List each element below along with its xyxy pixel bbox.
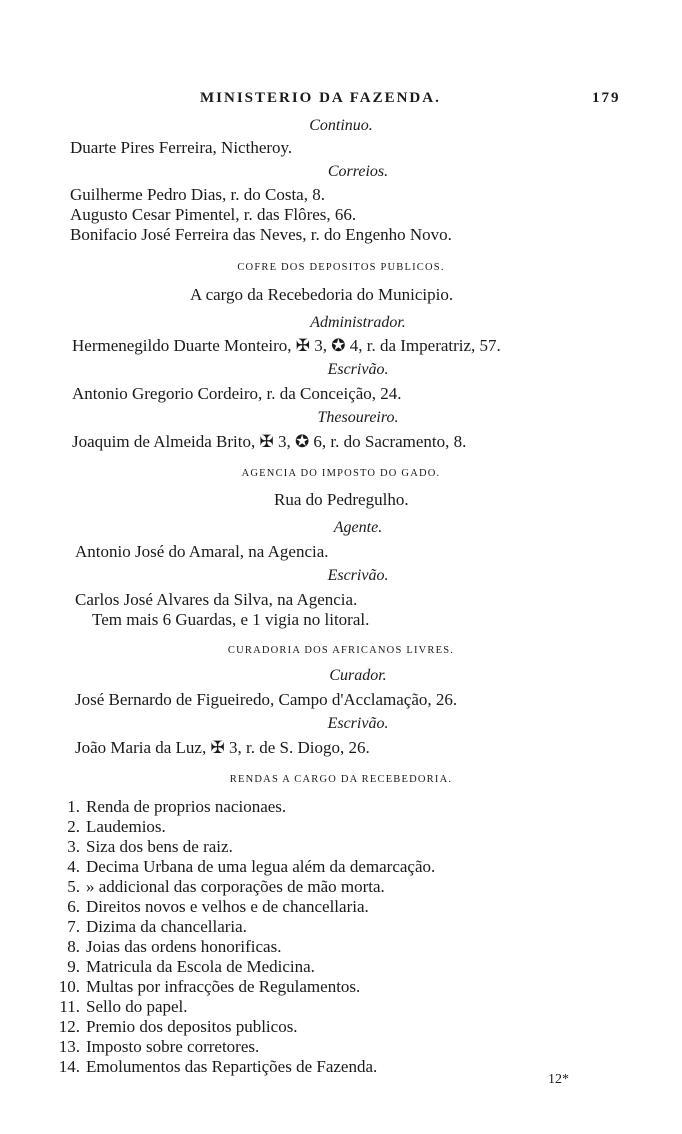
- continuo-name: Duarte Pires Ferreira, Nictheroy.: [70, 138, 293, 157]
- list-item: [46, 857, 435, 877]
- list-item: [46, 897, 369, 917]
- list-item: [46, 1057, 377, 1077]
- rendas-heading: RENDAS A CARGO DA RECEBEDORIA.: [229, 774, 453, 785]
- list-item-text: Renda de proprios nacionaes.: [86, 797, 287, 816]
- list-item-text: Emolumentos das Repartições de Fazenda.: [86, 1057, 378, 1076]
- list-item: [46, 817, 166, 837]
- list-item-number: 3.: [67, 837, 80, 856]
- thesoureiro-heading: Thesoureiro.: [317, 409, 399, 426]
- escrivao-heading: Escrivão.: [327, 567, 389, 584]
- list-item: [46, 797, 286, 817]
- list-item-text: » addicional das corporações de mão morta.: [86, 877, 385, 896]
- list-item-number: 13.: [58, 1037, 80, 1056]
- list-item-text: Joias das ordens honorificas.: [86, 937, 282, 956]
- list-item-text: Imposto sobre corretores.: [86, 1037, 260, 1056]
- escrivao-line: Carlos José Alvares da Silva, na Agencia.: [75, 590, 358, 609]
- escrivao-line: Antonio Gregorio Cordeiro, r. da Conceição, 24.: [72, 384, 402, 403]
- list-item-text: Matricula da Escola de Medicina.: [86, 957, 315, 976]
- guardas-line: Tem mais 6 Guardas, e 1 vigia no litoral.: [92, 610, 370, 629]
- correios-line: Guilherme Pedro Dias, r. do Costa, 8.: [70, 185, 325, 204]
- list-item: [46, 1037, 259, 1057]
- list-item-text: Siza dos bens de raiz.: [86, 837, 233, 856]
- agente-heading: Agente.: [333, 519, 383, 536]
- list-item: [46, 917, 247, 937]
- administrador-line: Hermenegildo Duarte Monteiro, ✠ 3, ✪ 4, r. da Imperatriz, 57.: [72, 336, 501, 355]
- list-item-number: 10.: [58, 977, 80, 996]
- signature-mark: 12*: [548, 1072, 569, 1087]
- list-item-number: 5.: [67, 877, 80, 896]
- cofre-heading: COFRE DOS DEPOSITOS PUBLICOS.: [237, 262, 445, 273]
- list-item-number: 2.: [67, 817, 80, 836]
- correios-line: Augusto Cesar Pimentel, r. das Flôres, 66.: [70, 205, 357, 224]
- thesoureiro-line: Joaquim de Almeida Brito, ✠ 3, ✪ 6, r. do Sacramento, 8.: [72, 432, 467, 451]
- list-item-text: Multas por infracções de Regulamentos.: [86, 977, 361, 996]
- agencia-heading: AGENCIA DO IMPOSTO DO GADO.: [241, 468, 441, 479]
- escrivao-heading: Escrivão.: [327, 361, 389, 378]
- curadoria-heading: CURADORIA DOS AFRICANOS LIVRES.: [227, 645, 455, 656]
- list-item: [46, 837, 233, 857]
- escrivao-heading: Escrivão.: [327, 715, 389, 732]
- list-item-text: Sello do papel.: [86, 997, 188, 1016]
- list-item-text: Decima Urbana de uma legua além da demarcação.: [86, 857, 436, 876]
- list-item: [46, 977, 360, 997]
- list-item-text: Dizima da chancellaria.: [86, 917, 247, 936]
- list-item-number: 14.: [58, 1057, 80, 1076]
- cofre-subheading: A cargo da Recebedoria do Municipio.: [190, 285, 454, 304]
- page-number: 179: [592, 90, 621, 106]
- list-item: [46, 937, 281, 957]
- list-item: [46, 997, 188, 1017]
- agencia-subheading: Rua do Pedregulho.: [274, 490, 409, 509]
- list-item-text: Direitos novos e velhos e de chancellaria.: [86, 897, 369, 916]
- page-header-title: MINISTERIO DA FAZENDA.: [200, 90, 441, 106]
- administrador-heading: Administrador.: [310, 314, 406, 331]
- list-item-number: 7.: [67, 917, 80, 936]
- curador-line: José Bernardo de Figueiredo, Campo d'Acclamação, 26.: [75, 690, 458, 709]
- list-item-number: 8.: [67, 937, 80, 956]
- list-item-number: 4.: [67, 857, 80, 876]
- curador-heading: Curador.: [329, 667, 387, 684]
- list-item-text: Laudemios.: [86, 817, 166, 836]
- continuo-heading: Continuo.: [309, 117, 373, 134]
- list-item: [46, 957, 315, 977]
- list-item-text: Premio dos depositos publicos.: [86, 1017, 298, 1036]
- list-item-number: 11.: [59, 997, 80, 1016]
- list-item-number: 6.: [67, 897, 80, 916]
- list-item: [46, 1017, 298, 1037]
- correios-heading: Correios.: [327, 163, 389, 180]
- escrivao-line: João Maria da Luz, ✠ 3, r. de S. Diogo, 26.: [75, 738, 370, 757]
- correios-line: Bonifacio José Ferreira das Neves, r. do Engenho Novo.: [70, 225, 452, 244]
- list-item-number: 1.: [67, 797, 80, 816]
- agente-line: Antonio José do Amaral, na Agencia.: [75, 542, 329, 561]
- list-item-number: 12.: [58, 1017, 80, 1036]
- list-item-number: 9.: [67, 957, 80, 976]
- list-item: [46, 877, 385, 897]
